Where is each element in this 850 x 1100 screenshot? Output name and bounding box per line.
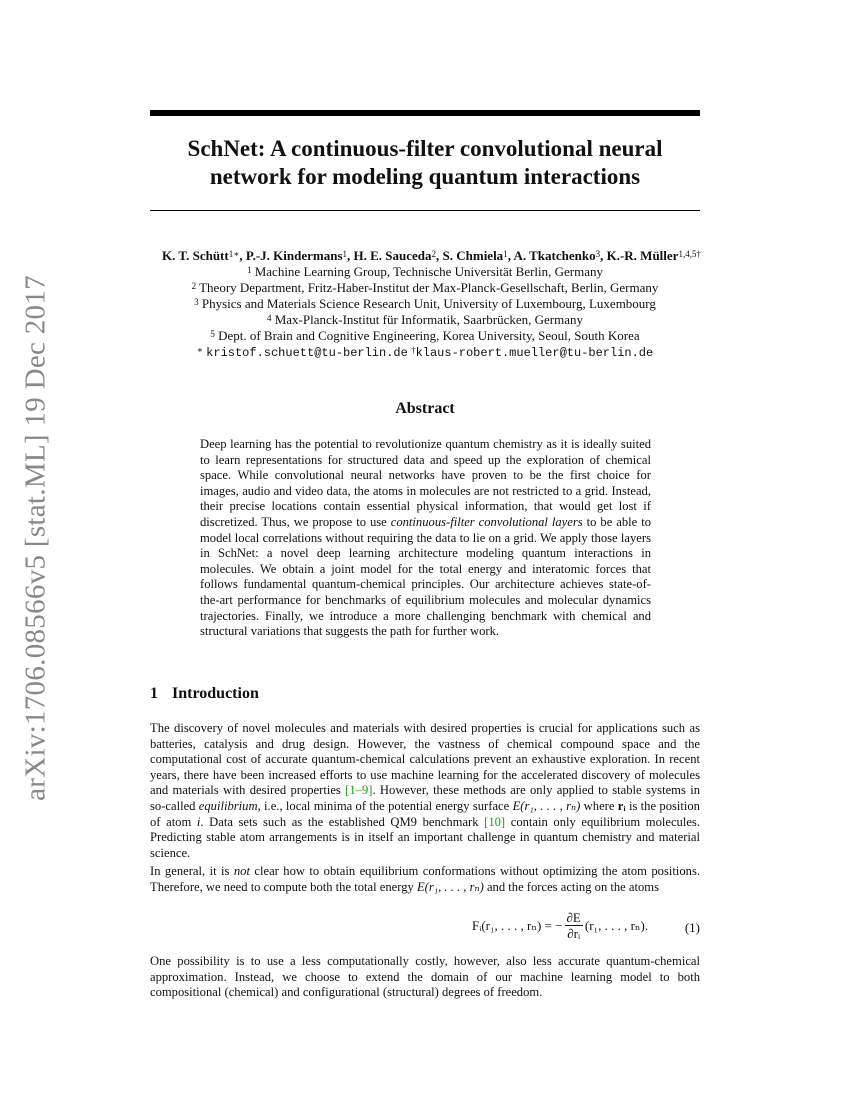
affiliation-4-sup: 4 — [266, 313, 272, 323]
author-3: , H. E. Sauceda — [347, 248, 432, 263]
title-bottom-rule — [150, 210, 700, 211]
equation-body — [472, 910, 648, 941]
p1-math-energy: E(r₁, . . . , rₙ) — [512, 798, 581, 813]
affiliation-5 — [150, 328, 700, 344]
author-5-sup: 3 — [595, 249, 601, 259]
author-5: , A. Tkatchenko — [507, 248, 596, 263]
affiliation-2-sup: 2 — [191, 281, 197, 291]
email-line — [150, 344, 700, 361]
intro-paragraph-3 — [150, 954, 700, 1001]
author-2: , P.-J. Kindermans — [239, 248, 343, 263]
abstract-emphasis: continuous-filter convolutional layers — [390, 514, 583, 529]
p1-text-4: where — [580, 798, 618, 813]
author-names — [162, 248, 700, 264]
affiliation-5-text: Dept. of Brain and Cognitive Engineering, Korea University, Seoul, South Korea — [214, 328, 640, 343]
author-3-sup: 2 — [431, 249, 437, 259]
affiliation-1-sup: 1 — [246, 265, 252, 275]
abstract-text-1: Deep learning has the potential to revolutionize quantum chemistry as it is ideally suited to learn representations for structured data and speed up the exploration of chemical space. While convolutional neural networks have proven to be the first choice for images, audio and video data, the atoms in molecules are not restricted to a grid. Instead, their precise locations contain essential physical information, that would get lost if discretized. Thus, we propose to use — [200, 437, 651, 529]
equation-number: (1) — [684, 920, 700, 935]
affiliation-4 — [150, 312, 700, 328]
abstract-body — [200, 437, 651, 640]
abstract-heading: Abstract — [395, 400, 455, 417]
section-title: Introduction — [172, 685, 259, 702]
citation-10[interactable]: [10] — [484, 814, 506, 829]
title-line-1: SchNet: A continuous-filter convolutional neural — [187, 136, 663, 161]
equation-denominator: ∂rᵢ — [567, 926, 581, 941]
p1-emphasis: equilibrium — [198, 798, 258, 813]
p3-text-1: One possibility is to use a less computationally costly, however, also less accurate quantum-chemical approximation. Instead, we choose to extend the domain of our machine learning model to both compositional (chemical) and configurational (structural) degrees of freedom. — [150, 954, 700, 1000]
affiliation-1-text: Machine Learning Group, Technische Universität Berlin, Germany — [251, 264, 604, 279]
author-block — [150, 248, 700, 361]
citation-1-9[interactable]: [1–9] — [345, 783, 373, 798]
email-1-sup: ∗ — [196, 345, 203, 355]
author-6-sup: 1,4,5† — [678, 249, 701, 259]
equation-lhs: Fᵢ(r₁, . . . , rₙ) = − — [472, 917, 563, 933]
p1-text-2: . However, these methods are only applied to stable systems in so-called — [150, 783, 701, 813]
author-1-sup: 1∗ — [228, 249, 240, 259]
p1-text-1: The discovery of novel molecules and materials with desired properties is crucial for applications such as batteries, catalysis and drug design. However, the vastness of chemical compound space and the computational cost of accurate quantum-chemical calculations prevent an exhaustive exploration. In recent years, there have been increased efforts to use machine learning for the accelerated discovery of molecules and materials with desired properties — [150, 721, 700, 798]
p2-emphasis: not — [233, 864, 250, 878]
author-1: K. T. Schütt — [162, 248, 229, 263]
email-1-link[interactable]: kristof.schuett@tu-berlin.de — [206, 346, 408, 360]
p1-math-position: rᵢ — [617, 798, 626, 813]
p1-text-6: . Data sets such as the established QM9 benchmark — [200, 814, 485, 829]
affiliation-2 — [150, 280, 700, 296]
paper-title — [150, 135, 700, 191]
p1-text-3: , i.e., local minima of the potential energy surface — [257, 798, 513, 813]
affiliation-3 — [150, 296, 700, 312]
section-heading-introduction — [150, 685, 259, 703]
intro-paragraph-2 — [150, 864, 700, 895]
equation-1 — [150, 910, 700, 950]
author-4-sup: 1 — [503, 249, 508, 259]
equation-rhs: (r₁, . . . , rₙ). — [584, 917, 649, 933]
title-line-2: network for modeling quantum interactions — [209, 164, 641, 189]
p2-text-1: In general, it is — [150, 864, 234, 878]
email-2-sup: † — [411, 345, 416, 355]
affiliation-2-text: Theory Department, Fritz-Haber-Institut der Max-Planck-Gesellschaft, Berlin, Germany — [196, 280, 659, 295]
p1-text-7: contain only equilibrium molecules. Predicting stable atom arrangements is in itself an important challenge in quantum chemistry and material science. — [150, 814, 700, 860]
affiliation-3-sup: 3 — [194, 297, 199, 307]
affiliation-4-text: Max-Planck-Institut für Informatik, Saarbrücken, Germany — [271, 312, 584, 327]
affiliation-5-sup: 5 — [210, 329, 215, 339]
p2-text-3: and the forces acting on the atoms — [483, 879, 660, 894]
p1-text-5: is the position of atom — [150, 798, 700, 829]
title-top-rule — [150, 110, 700, 116]
section-number: 1 — [150, 685, 158, 702]
affiliation-1 — [150, 264, 700, 280]
author-4: , S. Chmiela — [436, 248, 504, 263]
equation-fraction — [565, 910, 583, 941]
arxiv-stamp: arXiv:1706.08566v5 [stat.ML] 19 Dec 2017 — [19, 275, 52, 801]
p1-math-i: i — [196, 814, 201, 829]
p2-text-2: clear how to obtain equilibrium conformations without optimizing the atom positions. Therefore, we need to compute both the total energy — [150, 864, 700, 894]
abstract-text-2: to be able to model local correlations without requiring the data to lie on a grid. We apply those layers in SchNet: a novel deep learning architecture modeling quantum interactions in molecules. We obtain a joint model for the total energy and interatomic forces that follows fundamental quantum-chemical principles. Our architecture achieves state-of-the-art performance for benchmarks of equilibrium molecules and molecular dynamics trajectories. Finally, we introduce a more challenging benchmark with chemical and structural variations that suggests the path for further work. — [200, 514, 651, 639]
author-6: , K.-R. Müller — [600, 248, 679, 263]
p2-math-energy: E(r₁, . . . , rₙ) — [416, 879, 484, 894]
author-2-sup: 1 — [342, 249, 347, 259]
intro-paragraph-1 — [150, 721, 700, 861]
affiliation-3-text: Physics and Materials Science Research Unit, University of Luxembourg, Luxembourg — [198, 296, 656, 311]
email-2-link[interactable]: klaus-robert.mueller@tu-berlin.de — [415, 346, 654, 360]
equation-numerator: ∂E — [566, 910, 581, 925]
